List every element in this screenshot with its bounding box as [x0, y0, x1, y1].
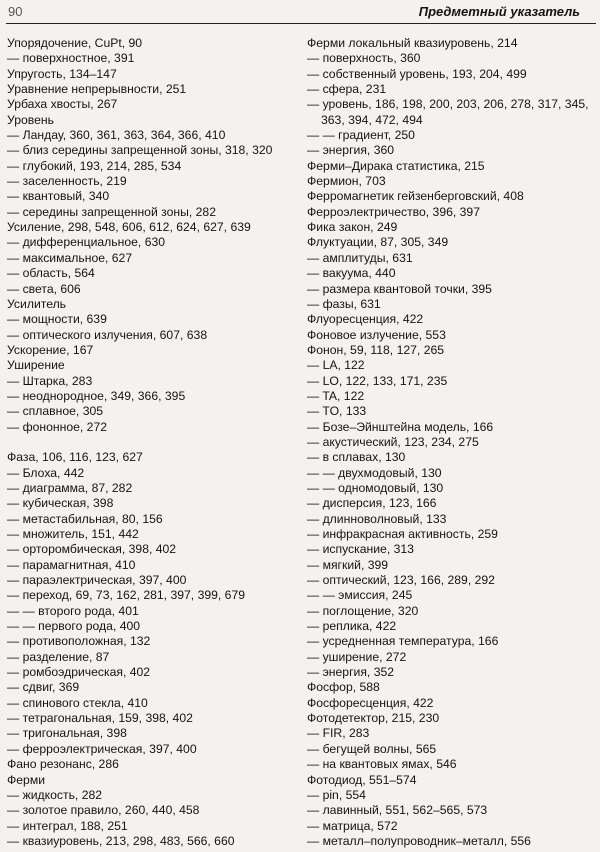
index-entry: — разделение, 87 — [7, 649, 110, 664]
index-entry: — золотое правило, 260, 440, 458 — [7, 803, 200, 818]
index-column-left — [7, 36, 295, 849]
page-header — [0, 0, 600, 26]
index-entry: — сфера, 231 — [307, 82, 387, 97]
index-entry: — квантовый, 340 — [7, 189, 110, 204]
index-entry: — парамагнитная, 410 — [7, 557, 136, 572]
index-entry: — — одномодовый, 130 — [307, 480, 444, 495]
index-entry: — сплавное, 305 — [7, 404, 104, 419]
index-entry: — Блоха, 442 — [7, 465, 85, 480]
index-entry: — область, 564 — [7, 266, 95, 281]
index-entry: — — эмиссия, 245 — [307, 588, 413, 603]
index-entry: — LA, 122 — [307, 358, 365, 373]
index-entry: — дифференциальное, 630 — [7, 235, 166, 250]
index-spacer — [7, 435, 295, 450]
page-number: 90 — [8, 4, 23, 19]
index-entry: — тригональная, 398 — [7, 726, 127, 741]
index-entry: — — первого рода, 400 — [7, 619, 141, 634]
index-entry: — орторомбическая, 398, 402 — [7, 542, 177, 557]
index-entry: Фермион, 703 — [307, 174, 386, 189]
index-entry: Уровень — [7, 112, 54, 127]
index-entry: — максимальное, 627 — [7, 250, 133, 265]
index-entry: Ферромагнетик гейзенберговский, 408 — [307, 189, 524, 204]
index-entry: — амплитуды, 631 — [307, 250, 413, 265]
index-entry: — фазы, 631 — [307, 296, 381, 311]
index-entry: — LO, 122, 133, 171, 235 — [307, 373, 448, 388]
index-entry: — в сплавах, 130 — [307, 450, 406, 465]
index-entry: Усилитель — [7, 296, 67, 311]
index-entry: Фонон, 59, 118, 127, 265 — [307, 342, 445, 357]
index-entry: Флуктуации, 87, 305, 349 — [307, 235, 449, 250]
index-entry: Ферми–Дирака статистика, 215 — [307, 158, 485, 173]
index-entry: — лавинный, 551, 562–565, 573 — [307, 803, 488, 818]
index-entry: — поглощение, 320 — [307, 603, 419, 618]
index-entry: — метастабильная, 80, 156 — [7, 511, 163, 526]
index-entry: Флуоресценция, 422 — [307, 312, 424, 327]
index-entry: — интеграл, 188, 251 — [7, 818, 128, 833]
index-entry: — множитель, 151, 442 — [7, 527, 139, 541]
index-entry: — заселенность, 219 — [7, 174, 127, 189]
index-entry: Упругость, 134–147 — [7, 66, 117, 81]
index-entry: — TA, 122 — [307, 388, 365, 403]
index-entry: — оптического излучения, 607, 638 — [7, 327, 208, 342]
index-entry: — акустический, 123, 234, 275 — [307, 434, 479, 449]
index-entry: — энергия, 360 — [307, 143, 395, 158]
index-entry: Урбаха хвосты, 267 — [7, 97, 118, 112]
index-entry: — параэлектрическая, 397, 400 — [7, 573, 187, 588]
index-entry: — неоднородное, 349, 366, 395 — [7, 388, 186, 403]
index-entry: — энергия, 352 — [307, 665, 395, 680]
index-entry: — противоположная, 132 — [7, 634, 151, 649]
index-entry: — pin, 554 — [307, 787, 366, 802]
index-entry: — TO, 133 — [307, 404, 367, 419]
index-entry: — металл–полупроводник–металл, 556 — [307, 833, 531, 848]
index-entry: Уравнение непрерывности, 251 — [7, 82, 187, 97]
index-column-right — [307, 36, 595, 849]
index-entry: — близ середины запрещенной зоны, 318, 320 — [7, 143, 273, 158]
index-entry: — света, 606 — [7, 281, 81, 296]
index-entry: — мощности, 639 — [7, 312, 107, 327]
index-entry: — фононное, 272 — [7, 419, 108, 434]
index-entry: — — двухмодовый, 130 — [307, 465, 442, 480]
index-entry: — бегущей волны, 565 — [307, 741, 437, 756]
index-entry: — поверхность, 360 — [307, 51, 421, 66]
header-rule — [6, 23, 596, 24]
index-entry: — матрица, 572 — [307, 818, 398, 833]
index-entry: Фоновое излучение, 553 — [307, 327, 446, 342]
index-entry: — жидкость, 282 — [7, 787, 103, 802]
index-entry: — уровень, 186, 198, 200, 203, 206, 278, 317, 345, 363, 394, 472, 494 — [307, 97, 589, 127]
index-entry: Фотодиод, 551–574 — [307, 772, 417, 787]
index-entry: — оптический, 123, 166, 289, 292 — [307, 573, 495, 588]
running-title: Предметный указатель — [418, 4, 580, 19]
index-entry: — — градиент, 250 — [307, 128, 415, 143]
index-entry: — Штарка, 283 — [7, 373, 93, 388]
index-entry: — ромбоэдрическая, 402 — [7, 665, 151, 680]
index-entry: — вакуума, 440 — [307, 266, 396, 281]
index-entry: Уширение — [7, 358, 65, 373]
index-entry: — длинноволновый, 133 — [307, 511, 447, 526]
index-entry: Фосфоресценция, 422 — [307, 695, 434, 710]
index-entry: — инфракрасная активность, 259 — [307, 527, 498, 541]
index-entry: Фотодетектор, 215, 230 — [307, 711, 440, 726]
index-entry: — кубическая, 398 — [7, 496, 114, 511]
index-entry: — поверхностное, 391 — [7, 51, 135, 66]
index-entry: — собственный уровень, 193, 204, 499 — [307, 66, 527, 81]
index-entry: Ферроэлектричество, 396, 397 — [307, 204, 480, 219]
index-entry: — квазиуровень, 213, 298, 483, 566, 660 — [7, 833, 235, 848]
index-entry: — размера квантовой точки, 395 — [307, 281, 492, 296]
index-entry: — середины запрещенной зоны, 282 — [7, 204, 216, 219]
index-entry: — испускание, 313 — [307, 542, 414, 557]
index-entry: — Ландау, 360, 361, 363, 364, 366, 410 — [7, 128, 226, 143]
index-entry: — глубокий, 193, 214, 285, 534 — [7, 158, 182, 173]
index-entry: — Бозе–Эйнштейна модель, 166 — [307, 419, 494, 434]
index-entry: — переход, 69, 73, 162, 281, 397, 399, 679 — [7, 588, 246, 603]
index-entry: — усредненная температура, 166 — [307, 634, 499, 649]
index-entry: Фано резонанс, 286 — [7, 757, 119, 772]
index-entry: — сдвиг, 369 — [7, 680, 80, 695]
index-entry: — спинового стекла, 410 — [7, 695, 148, 710]
index-entry: Фосфор, 588 — [307, 680, 380, 695]
index-entry: — реплика, 422 — [307, 619, 397, 634]
index-entry: — на квантовых ямах, 546 — [307, 757, 457, 772]
index-entry: — FIR, 283 — [307, 726, 370, 741]
index-entry: Фика закон, 249 — [307, 220, 398, 235]
index-entry: Упорядочение, CuPt, 90 — [7, 36, 143, 50]
index-entry: Усиление, 298, 548, 606, 612, 624, 627, 639 — [7, 220, 251, 235]
index-entry: — тетрагональная, 159, 398, 402 — [7, 711, 193, 726]
index-entry: — диаграмма, 87, 282 — [7, 480, 133, 495]
index-entry: Ускорение, 167 — [7, 342, 94, 357]
index-entry: Ферми локальный квазиуровень, 214 — [307, 36, 518, 50]
index-entry: Фаза, 106, 116, 123, 627 — [7, 450, 143, 465]
index-entry: — дисперсия, 123, 166 — [307, 496, 437, 511]
index-entry: — — второго рода, 401 — [7, 603, 139, 618]
index-entry: — уширение, 272 — [307, 649, 407, 664]
index-entry: — мягкий, 399 — [307, 557, 389, 572]
index-entry: Ферми — [7, 772, 46, 787]
index-entry: — ферроэлектрическая, 397, 400 — [7, 741, 197, 756]
